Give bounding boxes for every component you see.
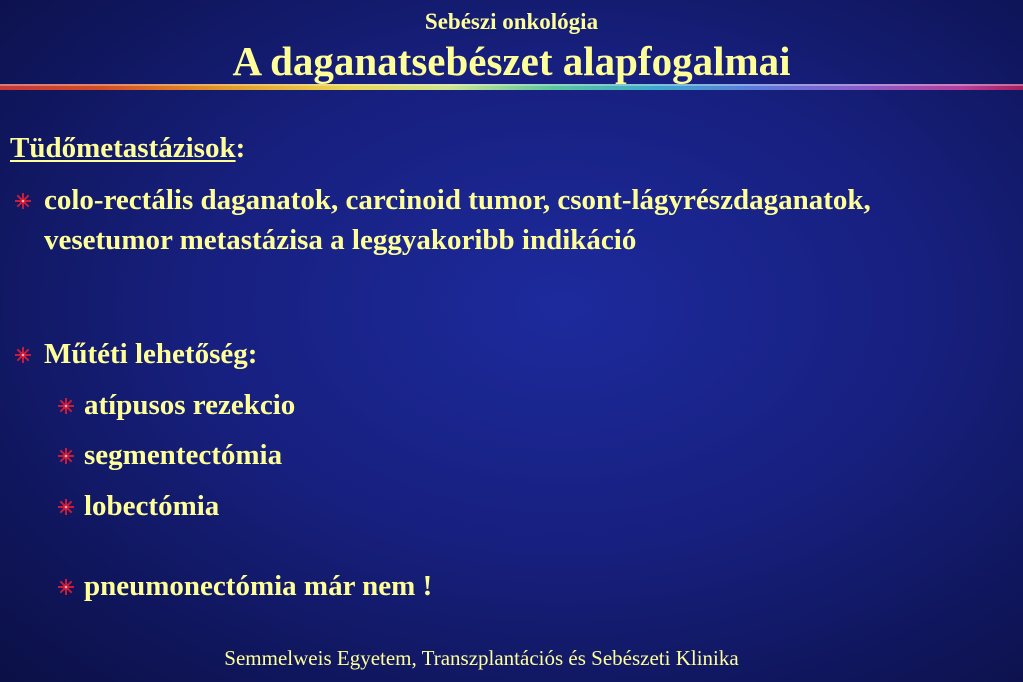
- bullet-item: colo-rectális daganatok, carcinoid tumor, csont-lágyrészdaganatok, vesetumor metastázisa a leggyakoribb indikáció: [44, 184, 871, 256]
- section-heading-label: Tüdőmetastázisok: [10, 132, 236, 164]
- flower-bullet-icon: [14, 192, 32, 210]
- flower-bullet-icon: [57, 578, 75, 596]
- rainbow-divider: [0, 84, 1023, 90]
- bullet-item: Műtéti lehetőség:: [44, 338, 258, 370]
- sub-bullet-item: segmentectómia: [84, 439, 283, 471]
- sub-bullet-item: atípusos rezekcio: [84, 389, 296, 421]
- flower-bullet-icon: [57, 498, 75, 516]
- section-heading-colon: :: [235, 132, 246, 164]
- slide-footer: [0, 645, 1003, 671]
- section-heading: [10, 130, 245, 166]
- flower-bullet-icon: [57, 397, 75, 415]
- sub-bullet-item: pneumonectómia már nem !: [84, 570, 433, 602]
- flower-bullet-icon: [57, 447, 75, 465]
- slide-title: [0, 36, 1023, 86]
- sub-bullet-item: lobectómia: [84, 490, 220, 522]
- slide-footer-text: Semmelweis Egyetem, Transzplantációs és Sebészeti Klinika: [224, 646, 739, 670]
- slide-title-text: A daganatsebészet alapfogalmai: [232, 38, 791, 84]
- flower-bullet-icon: [14, 346, 32, 364]
- slide-subtitle: Sebészi onkológia: [424, 9, 599, 34]
